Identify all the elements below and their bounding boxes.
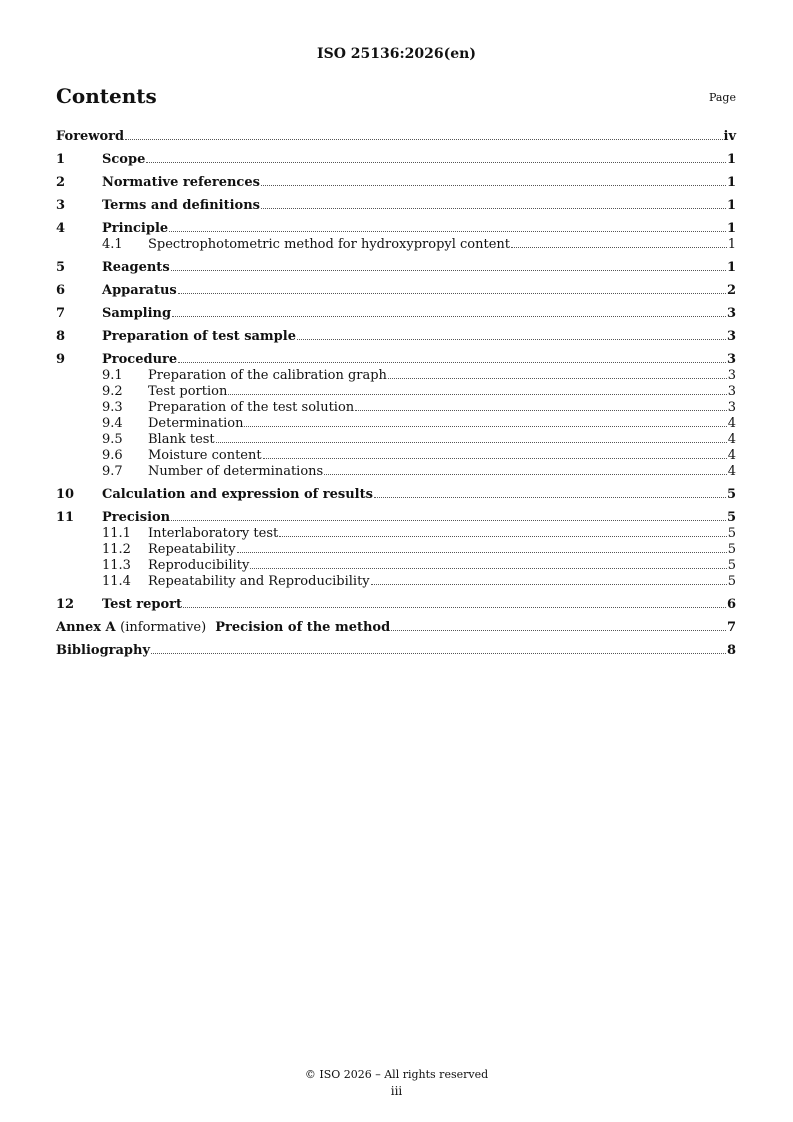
dot-leader xyxy=(279,535,727,537)
toc-entry-section-4[interactable] xyxy=(56,220,736,237)
dot-leader xyxy=(171,519,726,521)
toc-entry-page: 5 xyxy=(726,487,736,502)
toc-entry-number: 2 xyxy=(56,175,66,190)
toc-subentry-11-4[interactable] xyxy=(56,574,736,590)
toc-entry-page: 1 xyxy=(726,152,736,167)
dot-leader xyxy=(169,230,726,232)
page-footer xyxy=(0,1067,793,1099)
page-number: iii xyxy=(390,1084,403,1098)
toc-subentry-9-3[interactable] xyxy=(56,400,736,416)
toc-entry-page: 1 xyxy=(726,260,736,275)
dot-leader xyxy=(355,409,727,411)
toc-entry-number: 11 xyxy=(56,510,75,525)
toc-entry-number: 5 xyxy=(56,260,66,275)
toc-subentry-11-3[interactable] xyxy=(56,558,736,574)
toc-entry-title: Principle xyxy=(102,221,169,236)
toc-subentry-title: Reproducibility xyxy=(148,558,250,573)
toc-subentry-page: 4 xyxy=(727,448,736,463)
toc-entry-title: Apparatus xyxy=(102,283,177,298)
annex-qualifier: (informative) xyxy=(120,620,207,635)
toc-subentry-title: Preparation of the test solution xyxy=(148,400,355,415)
dot-leader xyxy=(244,425,726,427)
toc-entry-section-8[interactable] xyxy=(56,328,736,345)
annex-title: Precision of the method xyxy=(215,620,391,635)
toc-entry-page: 5 xyxy=(726,510,736,525)
toc-entry-page: iv xyxy=(723,129,736,144)
toc-entry-number: 1 xyxy=(56,152,66,167)
toc-entry-section-10[interactable] xyxy=(56,486,736,503)
toc-entry-page: 3 xyxy=(726,306,736,321)
dot-leader xyxy=(324,473,727,475)
toc-entry-title: Calculation and expression of results xyxy=(102,487,373,502)
toc-subentry-page: 4 xyxy=(727,464,736,479)
dot-leader xyxy=(511,246,727,248)
toc-subentry-page: 1 xyxy=(727,237,736,252)
toc-subentry-title: Spectrophotometric method for hydroxypropyl content xyxy=(148,237,511,252)
toc-subentry-number: 9.6 xyxy=(102,448,123,463)
toc-subentry-page: 4 xyxy=(727,432,736,447)
toc-subentry-number: 4.1 xyxy=(102,237,123,252)
toc-annex-heading xyxy=(56,619,390,636)
page-title: Contents xyxy=(56,84,157,108)
toc-subentry-11-1[interactable] xyxy=(56,526,736,542)
toc-subentry-9-4[interactable] xyxy=(56,416,736,432)
toc-subentry-page: 5 xyxy=(727,526,736,541)
dot-leader xyxy=(374,496,726,498)
toc-entry-page: 8 xyxy=(726,643,736,658)
dot-leader xyxy=(183,606,726,608)
toc-subentry-9-1[interactable] xyxy=(56,368,736,384)
toc-subentry-11-2[interactable] xyxy=(56,542,736,558)
copyright-notice: © ISO 2026 – All rights reserved xyxy=(304,1068,489,1081)
dot-leader xyxy=(228,393,726,395)
toc-entry-foreword[interactable] xyxy=(56,128,736,145)
toc-entry-section-5[interactable] xyxy=(56,259,736,276)
dot-leader xyxy=(216,441,727,443)
toc-entry-page: 7 xyxy=(726,620,736,635)
toc-subentry-number: 11.2 xyxy=(102,542,131,557)
toc-subentry-page: 3 xyxy=(727,400,736,415)
toc-entry-page: 6 xyxy=(726,597,736,612)
toc-subentry-page: 5 xyxy=(727,542,736,557)
toc-subentry-number: 9.3 xyxy=(102,400,123,415)
toc-entry-section-6[interactable] xyxy=(56,282,736,299)
toc-entry-title: Procedure xyxy=(102,352,178,367)
toc-entry-page: 1 xyxy=(726,221,736,236)
toc-entry-title: Preparation of test sample xyxy=(102,329,296,344)
dot-leader xyxy=(172,315,726,317)
toc-subentry-number: 9.4 xyxy=(102,416,123,431)
toc-subentry-page: 4 xyxy=(727,416,736,431)
toc-subentry-number: 9.1 xyxy=(102,368,123,383)
toc-entry-section-3[interactable] xyxy=(56,197,736,214)
toc-subentry-9-6[interactable] xyxy=(56,448,736,464)
toc-entry-page: 3 xyxy=(726,352,736,367)
dot-leader xyxy=(250,567,726,569)
toc-entry-number: 10 xyxy=(56,487,75,502)
dot-leader xyxy=(178,361,726,363)
dot-leader xyxy=(261,207,726,209)
toc-entry-section-9[interactable] xyxy=(56,351,736,368)
toc-entry-number: 12 xyxy=(56,597,75,612)
toc-entry-page: 1 xyxy=(726,175,736,190)
toc-entry-number: 3 xyxy=(56,198,66,213)
toc-subentry-page: 5 xyxy=(727,574,736,589)
toc-entry-title: Sampling xyxy=(102,306,172,321)
dot-leader xyxy=(391,629,726,631)
toc-entry-number: 7 xyxy=(56,306,66,321)
toc-subentry-page: 3 xyxy=(727,368,736,383)
document-header: ISO 25136:2026(en) xyxy=(317,46,476,62)
toc-subentry-number: 9.7 xyxy=(102,464,123,479)
toc-entry-bibliography[interactable] xyxy=(56,642,736,659)
toc-entry-title: Normative references xyxy=(102,175,260,190)
toc-subentry-9-5[interactable] xyxy=(56,432,736,448)
toc-entry-number: 6 xyxy=(56,283,66,298)
toc-subentry-title: Moisture content xyxy=(148,448,262,463)
dot-leader xyxy=(125,138,722,140)
toc-entry-number: 8 xyxy=(56,329,66,344)
toc-entry-page: 2 xyxy=(726,283,736,298)
toc-subentry-title: Number of determinations xyxy=(148,464,324,479)
toc-subentry-title: Repeatability and Reproducibility xyxy=(148,574,370,589)
toc-subentry-number: 11.1 xyxy=(102,526,131,541)
toc-entry-section-2[interactable] xyxy=(56,174,736,191)
toc-subentry-title: Interlaboratory test xyxy=(148,526,279,541)
dot-leader xyxy=(388,377,727,379)
toc-entry-title: Bibliography xyxy=(56,643,151,658)
toc-entry-title: Foreword xyxy=(56,129,125,144)
toc-subentry-number: 11.3 xyxy=(102,558,131,573)
toc-entry-section-11[interactable] xyxy=(56,509,736,526)
dot-leader xyxy=(171,269,726,271)
annex-label: Annex A xyxy=(56,620,116,635)
toc-entry-title: Reagents xyxy=(102,260,170,275)
toc-subentry-title: Blank test xyxy=(148,432,215,447)
toc-entry-page: 1 xyxy=(726,198,736,213)
dot-leader xyxy=(263,457,727,459)
dot-leader xyxy=(371,583,727,585)
toc-entry-title: Test report xyxy=(102,597,183,612)
toc-entry-page: 3 xyxy=(726,329,736,344)
toc-entry-number: 9 xyxy=(56,352,66,367)
page-column-label: Page xyxy=(708,91,736,104)
toc-entry-section-12[interactable] xyxy=(56,596,736,613)
table-of-contents xyxy=(56,128,736,659)
toc-entry-title: Precision xyxy=(102,510,171,525)
dot-leader xyxy=(146,161,726,163)
toc-entry-title: Terms and definitions xyxy=(102,198,260,213)
toc-entry-annex-a[interactable] xyxy=(56,619,736,636)
toc-subentry-number: 9.2 xyxy=(102,384,123,399)
dot-leader xyxy=(297,338,726,340)
toc-entry-number: 4 xyxy=(56,221,66,236)
toc-subentry-4-1[interactable] xyxy=(56,237,736,253)
toc-entry-section-7[interactable] xyxy=(56,305,736,322)
toc-subentry-title: Preparation of the calibration graph xyxy=(148,368,387,383)
dot-leader xyxy=(261,184,726,186)
toc-subentry-page: 3 xyxy=(727,384,736,399)
toc-subentry-title: Test portion xyxy=(148,384,228,399)
toc-subentry-number: 11.4 xyxy=(102,574,131,589)
toc-subentry-9-7[interactable] xyxy=(56,464,736,480)
dot-leader xyxy=(151,652,726,654)
dot-leader xyxy=(237,551,727,553)
dot-leader xyxy=(178,292,726,294)
toc-subentry-title: Repeatability xyxy=(148,542,236,557)
toc-entry-title: Scope xyxy=(102,152,146,167)
toc-subentry-page: 5 xyxy=(727,558,736,573)
toc-entry-section-1[interactable] xyxy=(56,151,736,168)
toc-subentry-9-2[interactable] xyxy=(56,384,736,400)
toc-subentry-number: 9.5 xyxy=(102,432,123,447)
toc-subentry-title: Determination xyxy=(148,416,244,431)
